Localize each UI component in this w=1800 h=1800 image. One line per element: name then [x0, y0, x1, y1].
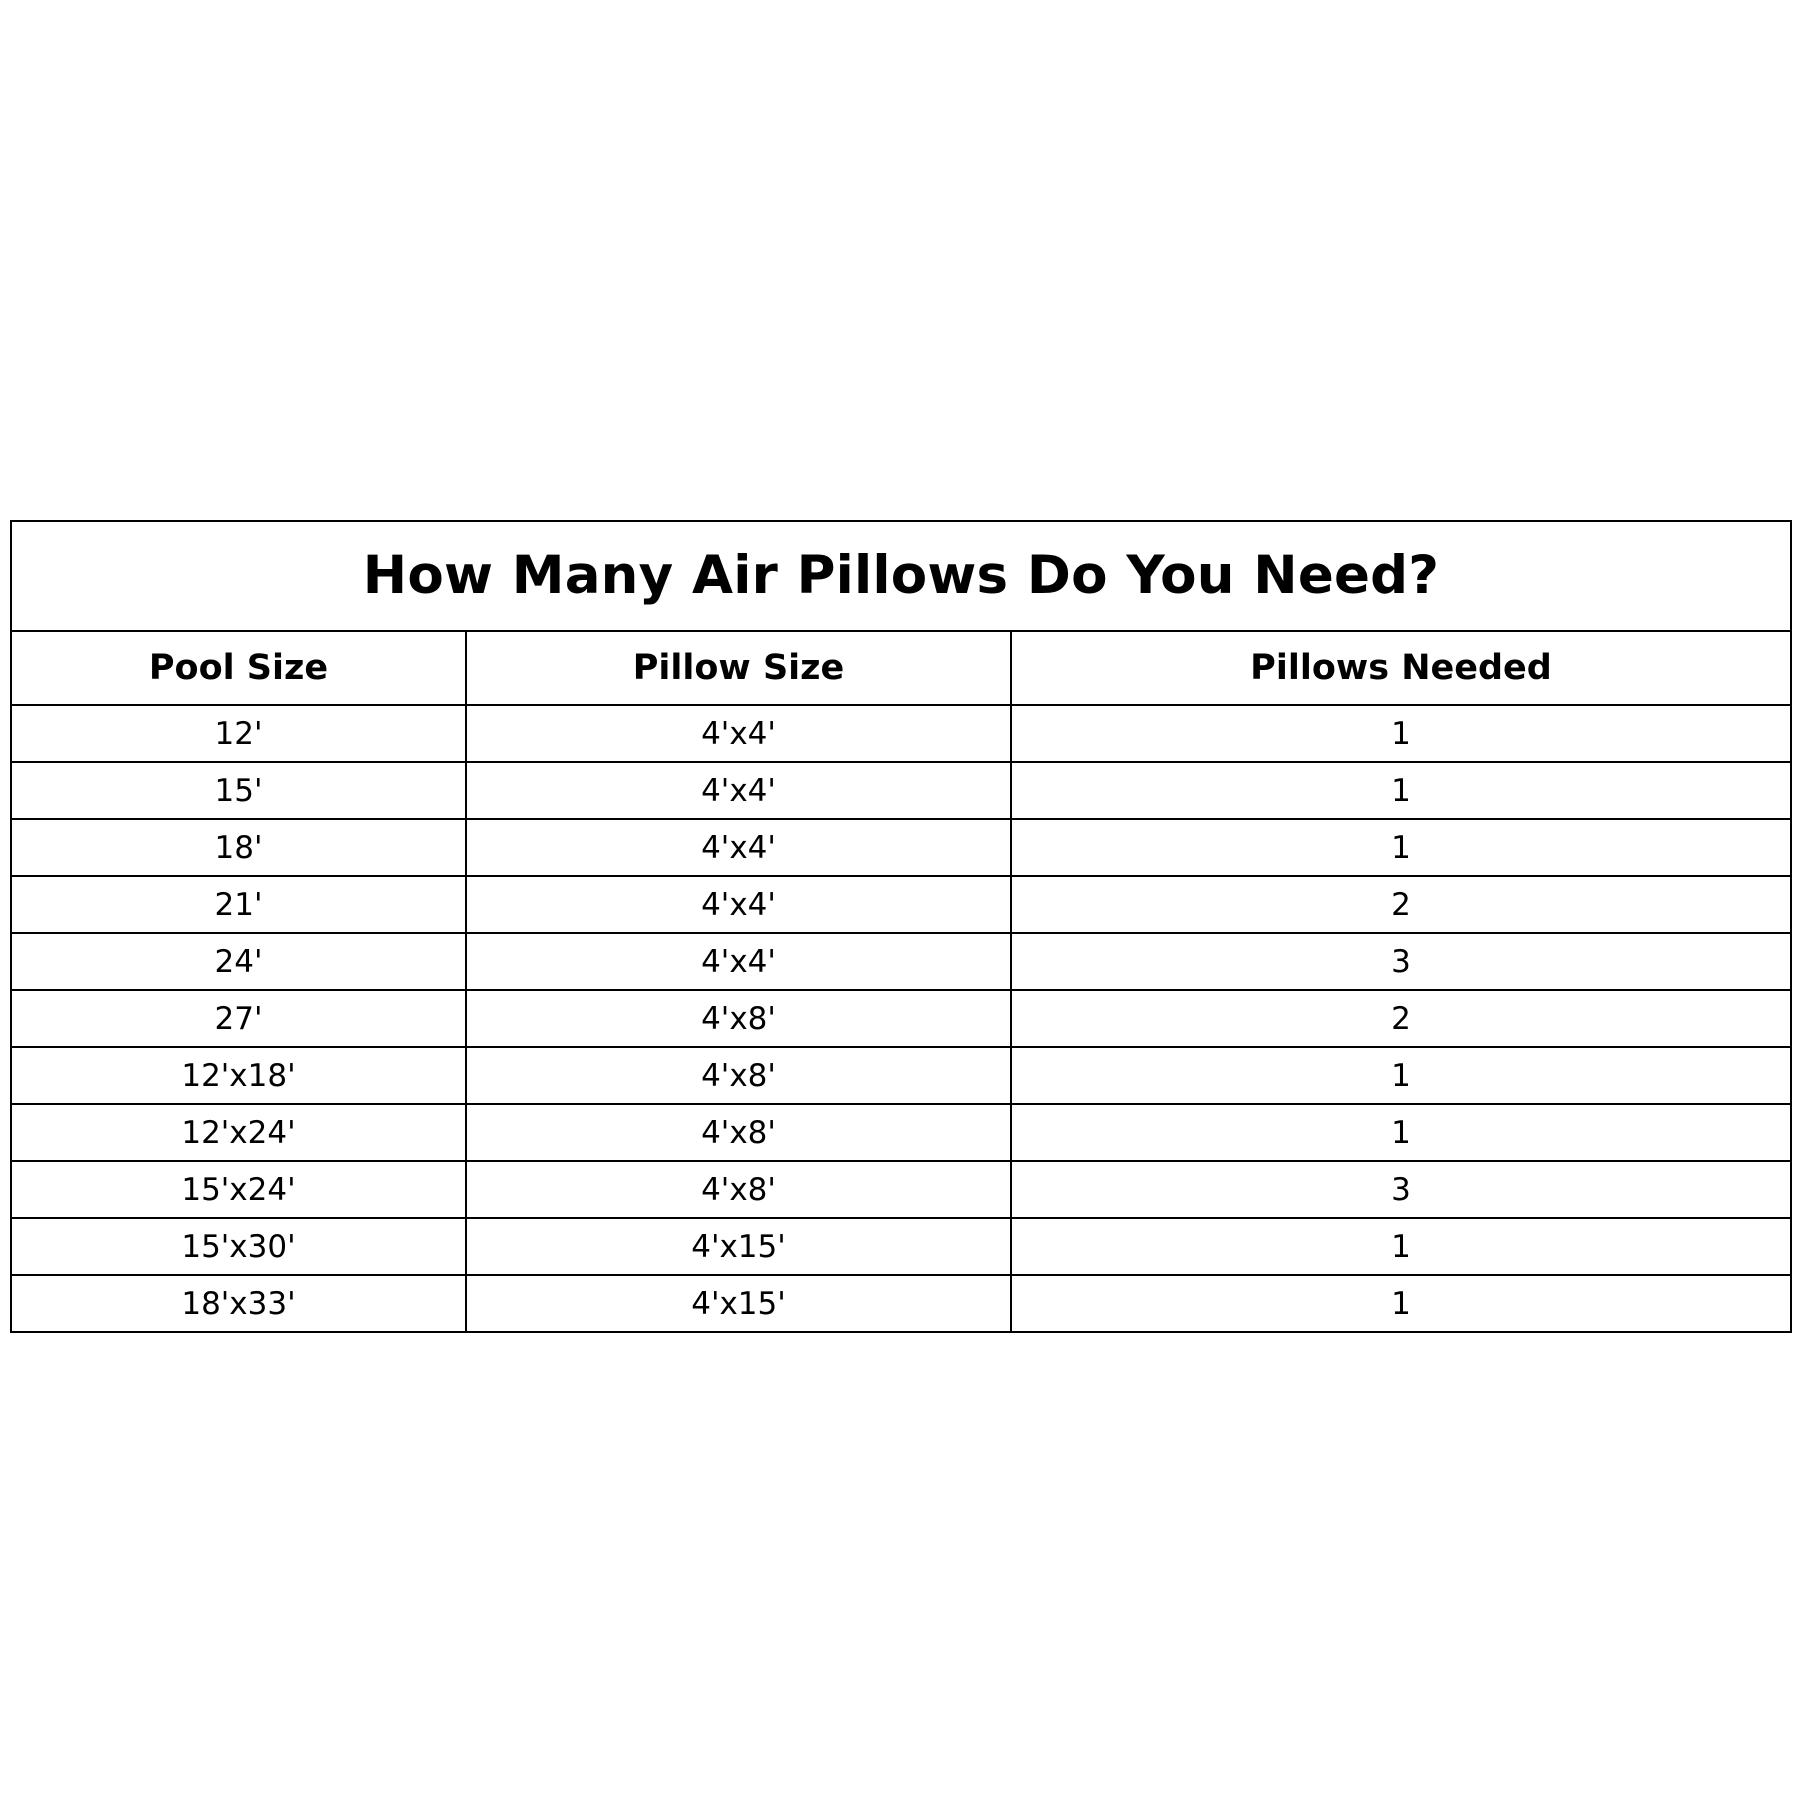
cell-pillows-needed: 3: [1011, 933, 1791, 990]
table-row: [11, 819, 1791, 876]
cell-pillows-needed: 1: [1011, 1104, 1791, 1161]
cell-pillow-size: 4'x8': [466, 1104, 1011, 1161]
cell-pillow-size: 4'x4': [466, 762, 1011, 819]
cell-pillows-needed: 2: [1011, 876, 1791, 933]
cell-pillows-needed: 2: [1011, 990, 1791, 1047]
column-header-pillow-size: Pillow Size: [466, 631, 1011, 705]
column-header-pillows-needed: Pillows Needed: [1011, 631, 1791, 705]
column-header-pool-size: Pool Size: [11, 631, 466, 705]
cell-pillows-needed: 1: [1011, 762, 1791, 819]
cell-pillow-size: 4'x8': [466, 1047, 1011, 1104]
table-title-row: [11, 521, 1791, 631]
cell-pool-size: 18'x33': [11, 1275, 466, 1332]
cell-pool-size: 12'x24': [11, 1104, 466, 1161]
table-header-row: [11, 631, 1791, 705]
cell-pillows-needed: 3: [1011, 1161, 1791, 1218]
cell-pillow-size: 4'x8': [466, 990, 1011, 1047]
cell-pool-size: 12'x18': [11, 1047, 466, 1104]
cell-pool-size: 15'x30': [11, 1218, 466, 1275]
cell-pillow-size: 4'x4': [466, 933, 1011, 990]
cell-pillow-size: 4'x4': [466, 819, 1011, 876]
cell-pool-size: 18': [11, 819, 466, 876]
cell-pillows-needed: 1: [1011, 1047, 1791, 1104]
table-row: [11, 876, 1791, 933]
cell-pillow-size: 4'x8': [466, 1161, 1011, 1218]
air-pillow-chart: [10, 520, 1790, 1333]
table-row: [11, 705, 1791, 762]
table-row: [11, 1218, 1791, 1275]
table-row: [11, 762, 1791, 819]
table-row: [11, 1104, 1791, 1161]
cell-pillow-size: 4'x15': [466, 1275, 1011, 1332]
cell-pool-size: 15': [11, 762, 466, 819]
cell-pool-size: 24': [11, 933, 466, 990]
cell-pillow-size: 4'x15': [466, 1218, 1011, 1275]
cell-pillows-needed: 1: [1011, 819, 1791, 876]
cell-pillow-size: 4'x4': [466, 705, 1011, 762]
table-row: [11, 990, 1791, 1047]
cell-pillow-size: 4'x4': [466, 876, 1011, 933]
cell-pool-size: 27': [11, 990, 466, 1047]
page-title: How Many Air Pillows Do You Need?: [11, 521, 1791, 631]
table-row: [11, 1275, 1791, 1332]
cell-pool-size: 15'x24': [11, 1161, 466, 1218]
cell-pillows-needed: 1: [1011, 1218, 1791, 1275]
cell-pool-size: 12': [11, 705, 466, 762]
pillow-size-table: [10, 520, 1792, 1333]
cell-pillows-needed: 1: [1011, 705, 1791, 762]
table-row: [11, 1047, 1791, 1104]
cell-pool-size: 21': [11, 876, 466, 933]
table-row: [11, 933, 1791, 990]
cell-pillows-needed: 1: [1011, 1275, 1791, 1332]
table-row: [11, 1161, 1791, 1218]
